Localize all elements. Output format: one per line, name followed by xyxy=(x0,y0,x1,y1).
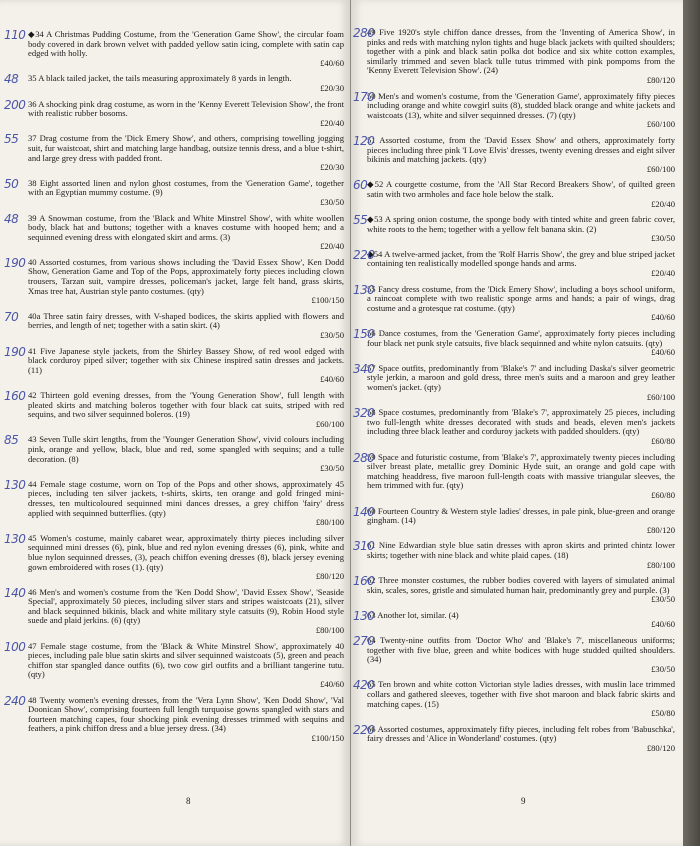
lot-description: 51 Assorted costume, from the 'David Essex Show' and others, approximately forty pieces including three pink 'I Love Elvis' dresses, twenty evening dresses and eight silver bikinis and matching jackets. (qty) xyxy=(367,134,675,165)
lot-entry xyxy=(4,132,344,173)
handwritten-note: 70 xyxy=(4,309,19,324)
lot-estimate: £20/40 xyxy=(651,268,675,279)
handwritten-note: 48 xyxy=(4,72,19,87)
handwritten-note: 48 xyxy=(4,211,19,226)
handwritten-note: 85 xyxy=(4,433,19,448)
lot-description: 38 Eight assorted linen and nylon ghost costumes, from the 'Generation Game', together with an Egyptian mummy costume. (9) xyxy=(28,177,344,198)
lot-entry xyxy=(353,327,675,358)
lot-entry xyxy=(353,634,675,674)
handwritten-note: 170 xyxy=(353,89,375,104)
handwritten-note: 190 xyxy=(4,344,26,359)
lot-entry xyxy=(353,89,675,130)
lot-description: ◆34 A Christmas Pudding Costume, from the 'Generation Game Show', the circular foam body covered in dark brown velvet with padded yellow satin icing, complete with satin cap edged with holly. xyxy=(28,29,344,59)
lot-entry xyxy=(353,722,675,754)
handwritten-note: 200 xyxy=(4,97,26,112)
lot-description: 48 Twenty women's evening dresses, from the 'Vera Lynn Show', 'Ken Dodd Show', 'Val Doonican Show', comprising fourteen full length turquoise gowns spangled with stars and fourteen matching capes, four shocking pink evening dresses trimmed with sequins and feathers, a pink chiffon dress and a blue jersey dress. (34) xyxy=(28,694,344,734)
lot-estimate: £30/50 xyxy=(651,233,675,244)
lot-estimate: £50/80 xyxy=(651,708,675,719)
lot-estimate: £80/120 xyxy=(646,524,675,535)
lot-entry xyxy=(4,72,344,93)
lot-description: ◆53 A spring onion costume, the sponge body with tinted white and green fabric cover, white roots to the hem; together with a yellow felt banana skin. (2) xyxy=(367,214,675,234)
lot-description: 46 Men's and women's costume from the 'Ken Dodd Show', 'David Essex Show', 'Seaside Special', approximately 50 pieces, including silver stars and stripes waistcoats (21), silver and black sequinned bikinis, black and white military style catsuits (9), Robin Hood style suede and plaid jerkins. (6) (qty) xyxy=(28,586,344,626)
handwritten-note: 130 xyxy=(353,282,375,297)
lot-entry xyxy=(4,477,344,528)
lot-entry xyxy=(4,693,344,744)
lot-entry xyxy=(4,211,344,252)
lot-description: 57 Space outfits, predominantly from 'Blake's 7' and including Daska's silver geometric style jerkin, a maroon and gold dress, three men's suits and a maroon and grey leather women's jacket. (qty) xyxy=(367,362,675,392)
lot-estimate: £60/100 xyxy=(646,391,675,402)
lot-description: 61 Nine Edwardian style blue satin dresses with apron skirts and printed chintz lower skirts; together with nine black and white plaid capes. (18) xyxy=(367,540,675,560)
lot-estimate: £60/80 xyxy=(651,489,675,500)
lot-entry xyxy=(353,608,675,630)
page-number: 9 xyxy=(521,796,526,806)
handwritten-note: 340 xyxy=(353,361,375,376)
handwritten-note: 130 xyxy=(4,477,26,492)
lot-estimate: £40/60 xyxy=(651,347,675,358)
lot-estimate: £40/60 xyxy=(320,679,344,690)
handwritten-note: 270 xyxy=(353,634,375,649)
lot-description: 37 Drag costume from the 'Dick Emery Show', and others, comprising towelling jogging suit, fur waistcoat, shirt and matching large handbag, outsize tennis dress, and a blue t-shirt, and large grey dress with padded front. xyxy=(28,133,344,163)
handwritten-note: 160 xyxy=(353,574,375,589)
lot-description: 50 Men's and women's costume, from the 'Generation Game', approximately fifty pieces including orange and white cowgirl suits (8), studded black orange and white jackets and waistcoats (13), white and silver sequinned dresses. (7) (qty) xyxy=(367,90,675,120)
lot-estimate: £80/120 xyxy=(646,743,675,753)
lot-entry xyxy=(353,504,675,536)
book-edge xyxy=(683,0,700,846)
lot-entry xyxy=(4,344,344,385)
handwritten-note: 280 xyxy=(353,26,375,40)
lot-estimate: £60/100 xyxy=(646,119,675,130)
lot-entry xyxy=(353,450,675,501)
lot-entry xyxy=(4,176,344,208)
handwritten-note: 55 xyxy=(4,132,19,147)
handwritten-note: 130 xyxy=(4,531,26,546)
handwritten-note: 190 xyxy=(4,255,26,270)
lot-description: 58 Space costumes, predominantly from 'Blake's 7', approximately 25 pieces, including two full-length white dresses decorated with studs and beads, eleven men's jackets including three black leather and corduroy jackets with padded shoulders. (qty) xyxy=(367,407,675,437)
lot-entry xyxy=(4,255,344,306)
right-lot-list xyxy=(353,26,675,754)
handwritten-note: 100 xyxy=(4,639,26,654)
lot-description: 45 Women's costume, mainly cabaret wear, approximately thirty pieces including silver sequinned mini dresses (6), pink, blue and red nylon evening dresses (6), pink, white and blue nylon sequinned dresses, (3), peach chiffon evening dresses (8), black jersey evening gown embroidered with roses (1). (qty) xyxy=(28,532,344,572)
lot-estimate: £60/100 xyxy=(315,418,344,429)
lot-estimate: £80/100 xyxy=(315,517,344,528)
lot-entry xyxy=(4,639,344,690)
lot-description: 39 A Snowman costume, from the 'Black and White Minstrel Show', with white woollen body, black hat and buttons; together with a knaves costume with hooped hem; and a sequinned evening dress with elongated skirt and arms. (3) xyxy=(28,212,344,242)
lot-estimate: £20/30 xyxy=(320,162,344,173)
lot-description: 66 Assorted costumes, approximately fifty pieces, including felt robes from 'Babuschka', fairy dresses and 'Alice in Wonderland' costumes. (qty) xyxy=(367,723,675,744)
lot-entry xyxy=(4,389,344,429)
handwritten-note: 140 xyxy=(353,504,375,519)
lot-description: 49 Five 1920's style chiffon dance dresses, from the 'Inventing of America Show', in pinks and reds with matching nylon tights and huge black jackets with quilted shoulders; together with a pink and black satin polka dot bodice and six white cotton examples, similarly trimmed and seven black tulle tutus trimmed with pink pompoms from the 'Kenny Everett Television Show'. (24) xyxy=(367,27,675,76)
lot-description: 56 Dance costumes, from the 'Generation Game', approximately forty pieces including four black net punk style catsuits, five black sequinned and white nylon catsuits. (qty) xyxy=(367,328,675,348)
lot-description: 59 Space and futuristic costume, from 'Blake's 7', approximately twenty pieces including silver breast plate, metallic grey Dominic Hyde suit, an orange and gold cape with matching headdress, five maroon full-length coats with massive triangular sleeves, the hem trimmed with fur. (qty) xyxy=(367,451,675,491)
lot-estimate: £80/120 xyxy=(646,74,675,85)
lot-entry xyxy=(353,282,675,323)
lot-entry xyxy=(4,97,344,129)
handwritten-note: 310 xyxy=(353,539,375,554)
lot-entry xyxy=(4,309,344,341)
lot-entry xyxy=(4,28,344,68)
lot-description: ◆54 A twelve-armed jacket, from the 'Rolf Harris Show', the grey and blue striped jacket containing ten realistically modelled sponge hands and arms. xyxy=(367,248,675,269)
lot-description: 42 Thirteen gold evening dresses, from the 'Young Generation Show', full length with pleated skirts and matching boleros together with four black cat suits, striped with red sequins, and two silver sequinned boleros. (19) xyxy=(28,390,344,420)
lot-description: 36 A shocking pink drag costume, as worn in the 'Kenny Everett Television Show', the front with realistic rubber bosoms. xyxy=(28,98,344,119)
lot-entry xyxy=(353,178,675,209)
lot-entry xyxy=(353,133,675,174)
lot-description: ◆52 A courgette costume, from the 'All Star Record Breakers Show', of quilted green satin with two armholes and face hole below the stalk. xyxy=(367,179,675,199)
handwritten-note: 240 xyxy=(4,693,26,708)
handwritten-note: 220 xyxy=(353,247,375,262)
lot-description: 65 Ten brown and white cotton Victorian style ladies dresses, with muslin lace trimmed collars and gathered sleeves, together with five shot maroon and black fabric skirts and matching capes. (15) xyxy=(367,679,675,709)
lot-description: 43 Seven Tulle skirt lengths, from the 'Younger Generation Show', vivid colours including pink, orange and yellow, black, blue and red, some spangled with sequins; and a tulle decoration. (8) xyxy=(28,434,344,464)
lot-estimate: £100/150 xyxy=(311,295,344,306)
handwritten-note: 50 xyxy=(4,176,19,191)
lot-estimate: £30/50 xyxy=(320,196,344,207)
lot-estimate: £80/100 xyxy=(315,625,344,636)
handwritten-note: 110 xyxy=(4,28,26,42)
lot-description: 60 Fourteen Country & Western style ladies' dresses, in pale pink, blue-green and orange gingham. (14) xyxy=(367,505,675,526)
lot-description: 47 Female stage costume, from the 'Black & White Minstrel Show', approximately 40 pieces, including pale blue satin skirts and silver sequinned waistcoats (5), green and peach chiffon star spangled dance outfits (6), two cow girl outfits and a brilliant tangerine tutu. (qty) xyxy=(28,640,344,680)
page-number: 8 xyxy=(186,796,191,806)
lot-estimate: £80/100 xyxy=(646,559,675,570)
handwritten-note: 140 xyxy=(4,585,26,600)
lot-estimate: £20/30 xyxy=(320,82,344,93)
handwritten-note: 420 xyxy=(353,678,375,693)
left-lot-list xyxy=(4,28,344,744)
lot-entry xyxy=(353,539,675,570)
lot-description: 41 Five Japanese style jackets, from the Shirley Bassey Show, of red wool edged with black corduroy piped silver; together with six Chinese inspired satin dresses and jackets. (11) xyxy=(28,345,344,375)
lot-entry xyxy=(353,247,675,279)
lot-estimate: £30/50 xyxy=(320,463,344,474)
lot-description: 44 Female stage costume, worn on Top of the Pops and other shows, approximately 45 pieces, including ten silver jackets, t-shirts, skirts, ten orange and gold fringed mini-dresses, ten multicoloured sequinned mini dances dresses, a grey chiffon 'fairy' dress applied with sequinned butterflies. (qty) xyxy=(28,478,344,518)
handwritten-note: 55 xyxy=(353,213,368,228)
lot-estimate: £100/150 xyxy=(311,733,344,743)
lot-estimate: £40/60 xyxy=(320,57,344,68)
lot-estimate: £20/40 xyxy=(320,117,344,128)
handwritten-note: 320 xyxy=(353,406,375,421)
lot-estimate: £60/80 xyxy=(651,435,675,446)
lot-entry xyxy=(353,26,675,86)
lot-description: 64 Twenty-nine outfits from 'Doctor Who' and 'Blake's 7', miscellaneous uniforms; together with five blue, green and white bodices with huge studded quilted shoulders. (34) xyxy=(367,635,675,665)
lot-entry xyxy=(4,531,344,582)
lot-estimate: £30/50 xyxy=(651,663,675,674)
lot-description: 55 Fancy dress costume, from the 'Dick Emery Show', including a boys school uniform, a raincoat complete with two realistic sponge arms and hands; a pair of wings, drag costume and a grotesque rat costume. (qty) xyxy=(367,283,675,313)
lot-entry xyxy=(353,406,675,446)
handwritten-note: 280 xyxy=(353,450,375,465)
lot-estimate: £80/120 xyxy=(315,571,344,582)
handwritten-note: 60 xyxy=(353,178,368,193)
lot-entry xyxy=(353,361,675,402)
lot-estimate: £40/60 xyxy=(320,374,344,385)
lot-description: 40a Three satin fairy dresses, with V-shaped bodices, the skirts applied with flowers and berries, and length of net; together with a satin skirt. (4) xyxy=(28,310,344,331)
handwritten-note: 130 xyxy=(353,608,375,623)
lot-estimate: £30/50 xyxy=(651,594,675,605)
lot-estimate: £60/100 xyxy=(646,163,675,174)
lot-estimate: £40/60 xyxy=(651,312,675,323)
handwritten-note: 160 xyxy=(4,389,26,403)
lot-estimate: £20/40 xyxy=(651,198,675,209)
lot-description: 62 Three monster costumes, the rubber bodies covered with layers of simulated animal skin, scales, sores, gristle and simulated human hair, predominantly grey and purple. (3) xyxy=(367,575,675,595)
lot-entry xyxy=(353,678,675,719)
lot-entry xyxy=(4,433,344,474)
handwritten-note: 220 xyxy=(353,722,375,737)
lot-estimate: £30/50 xyxy=(320,330,344,341)
lot-entry xyxy=(353,574,675,605)
lot-description: 40 Assorted costumes, from various shows including the 'David Essex Show', Ken Dodd Show, Generation Game and Top of the Pops, approximately forty pieces including clown trousers, Tarzan suit, vampire dresses, policeman's jacket, large felt hand, grass skirts, Xmas tree hat, Austrian style panto costumes. (qty) xyxy=(28,256,344,296)
lot-entry xyxy=(353,213,675,244)
lot-estimate: £40/60 xyxy=(651,619,675,630)
lot-estimate: £20/40 xyxy=(320,241,344,252)
handwritten-note: 120 xyxy=(353,133,375,148)
lot-description: 35 A black tailed jacket, the tails measuring approximately 8 yards in length. xyxy=(28,73,292,84)
lot-description: 63 Another lot, similar. (4) xyxy=(367,609,459,620)
lot-entry xyxy=(4,585,344,636)
handwritten-note: 150 xyxy=(353,327,375,342)
right-page xyxy=(351,0,683,846)
